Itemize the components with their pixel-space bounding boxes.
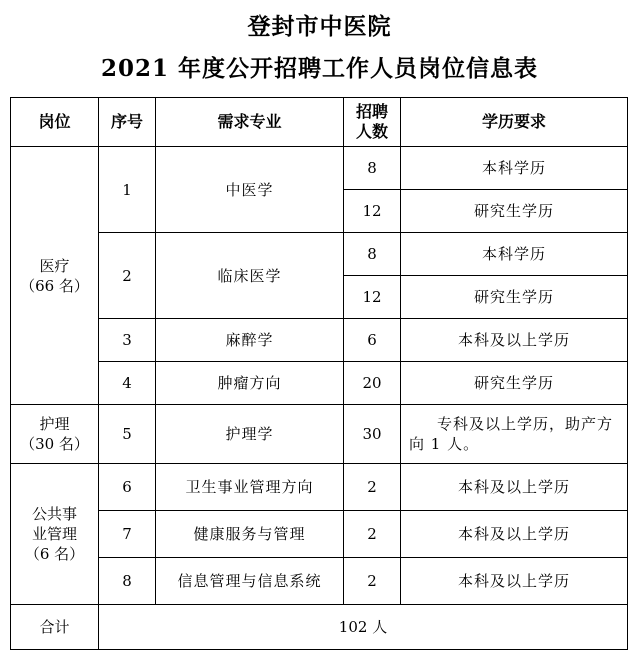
count-cell: 2: [344, 511, 401, 558]
header-post: 岗位: [11, 98, 99, 147]
edu-cell: 本科学历: [401, 233, 628, 276]
count-cell: 8: [344, 233, 401, 276]
count-cell: 12: [344, 190, 401, 233]
group-nursing: [11, 405, 99, 464]
group-quota: （66 名）: [20, 276, 89, 295]
edu-cell: 研究生学历: [401, 190, 628, 233]
seq-cell: 5: [99, 405, 156, 464]
group-quota: （6 名）: [24, 545, 85, 563]
group-medical: [11, 147, 99, 405]
group-name-part2: 业管理: [31, 525, 77, 543]
group-name: 医疗: [39, 256, 70, 275]
count-cell: 6: [344, 319, 401, 362]
group-quota: （30 名）: [20, 435, 89, 453]
major-cell: 临床医学: [156, 233, 344, 319]
table-row: [11, 464, 628, 511]
seq-cell: 3: [99, 319, 156, 362]
count-cell: 2: [344, 558, 401, 605]
table-row: [11, 405, 628, 464]
edu-cell: 本科学历: [401, 147, 628, 190]
edu-cell: 本科及以上学历: [401, 511, 628, 558]
count-cell: 2: [344, 464, 401, 511]
edu-cell: 研究生学历: [401, 276, 628, 319]
major-cell: 肿瘤方向: [156, 362, 344, 405]
document-subtitle: 2021 年度公开招聘工作人员岗位信息表: [100, 55, 539, 82]
header-count-line2: 人数: [355, 122, 388, 141]
count-cell: 20: [344, 362, 401, 405]
document-title: 登封市中医院: [247, 13, 392, 40]
seq-cell: 1: [99, 147, 156, 233]
table-row: [11, 558, 628, 605]
count-cell: 12: [344, 276, 401, 319]
edu-cell: 研究生学历: [401, 362, 628, 405]
count-cell: 30: [344, 405, 401, 464]
major-cell: 中医学: [156, 147, 344, 233]
major-cell: 护理学: [156, 405, 344, 464]
major-cell: 健康服务与管理: [156, 511, 344, 558]
total-value: 102 人: [99, 605, 628, 650]
table-row: [11, 319, 628, 362]
group-name-part1: 公共事: [31, 505, 77, 523]
table-row: [11, 362, 628, 405]
table-row: [11, 233, 628, 276]
seq-cell: 2: [99, 233, 156, 319]
major-cell: 卫生事业管理方向: [156, 464, 344, 511]
table-header-row: [11, 98, 628, 147]
positions-table: [10, 97, 628, 650]
header-major: 需求专业: [156, 98, 344, 147]
seq-cell: 6: [99, 464, 156, 511]
header-count-line1: 招聘: [355, 102, 388, 121]
edu-cell: 本科及以上学历: [401, 464, 628, 511]
table-row: [11, 147, 628, 190]
edu-cell: 专科及以上学历，助产方向 1 人。: [401, 405, 628, 464]
seq-cell: 7: [99, 511, 156, 558]
group-public-admin: [11, 464, 99, 605]
count-cell: 8: [344, 147, 401, 190]
major-cell: 麻醉学: [156, 319, 344, 362]
header-seq: 序号: [99, 98, 156, 147]
edu-cell: 本科及以上学历: [401, 319, 628, 362]
header-count: [344, 98, 401, 147]
table-row: [11, 511, 628, 558]
group-name: 护理: [39, 415, 70, 433]
major-cell: 信息管理与信息系统: [156, 558, 344, 605]
total-label: 合计: [11, 605, 99, 650]
header-edu: 学历要求: [401, 98, 628, 147]
seq-cell: 4: [99, 362, 156, 405]
edu-cell: 本科及以上学历: [401, 558, 628, 605]
table-total-row: [11, 605, 628, 650]
seq-cell: 8: [99, 558, 156, 605]
